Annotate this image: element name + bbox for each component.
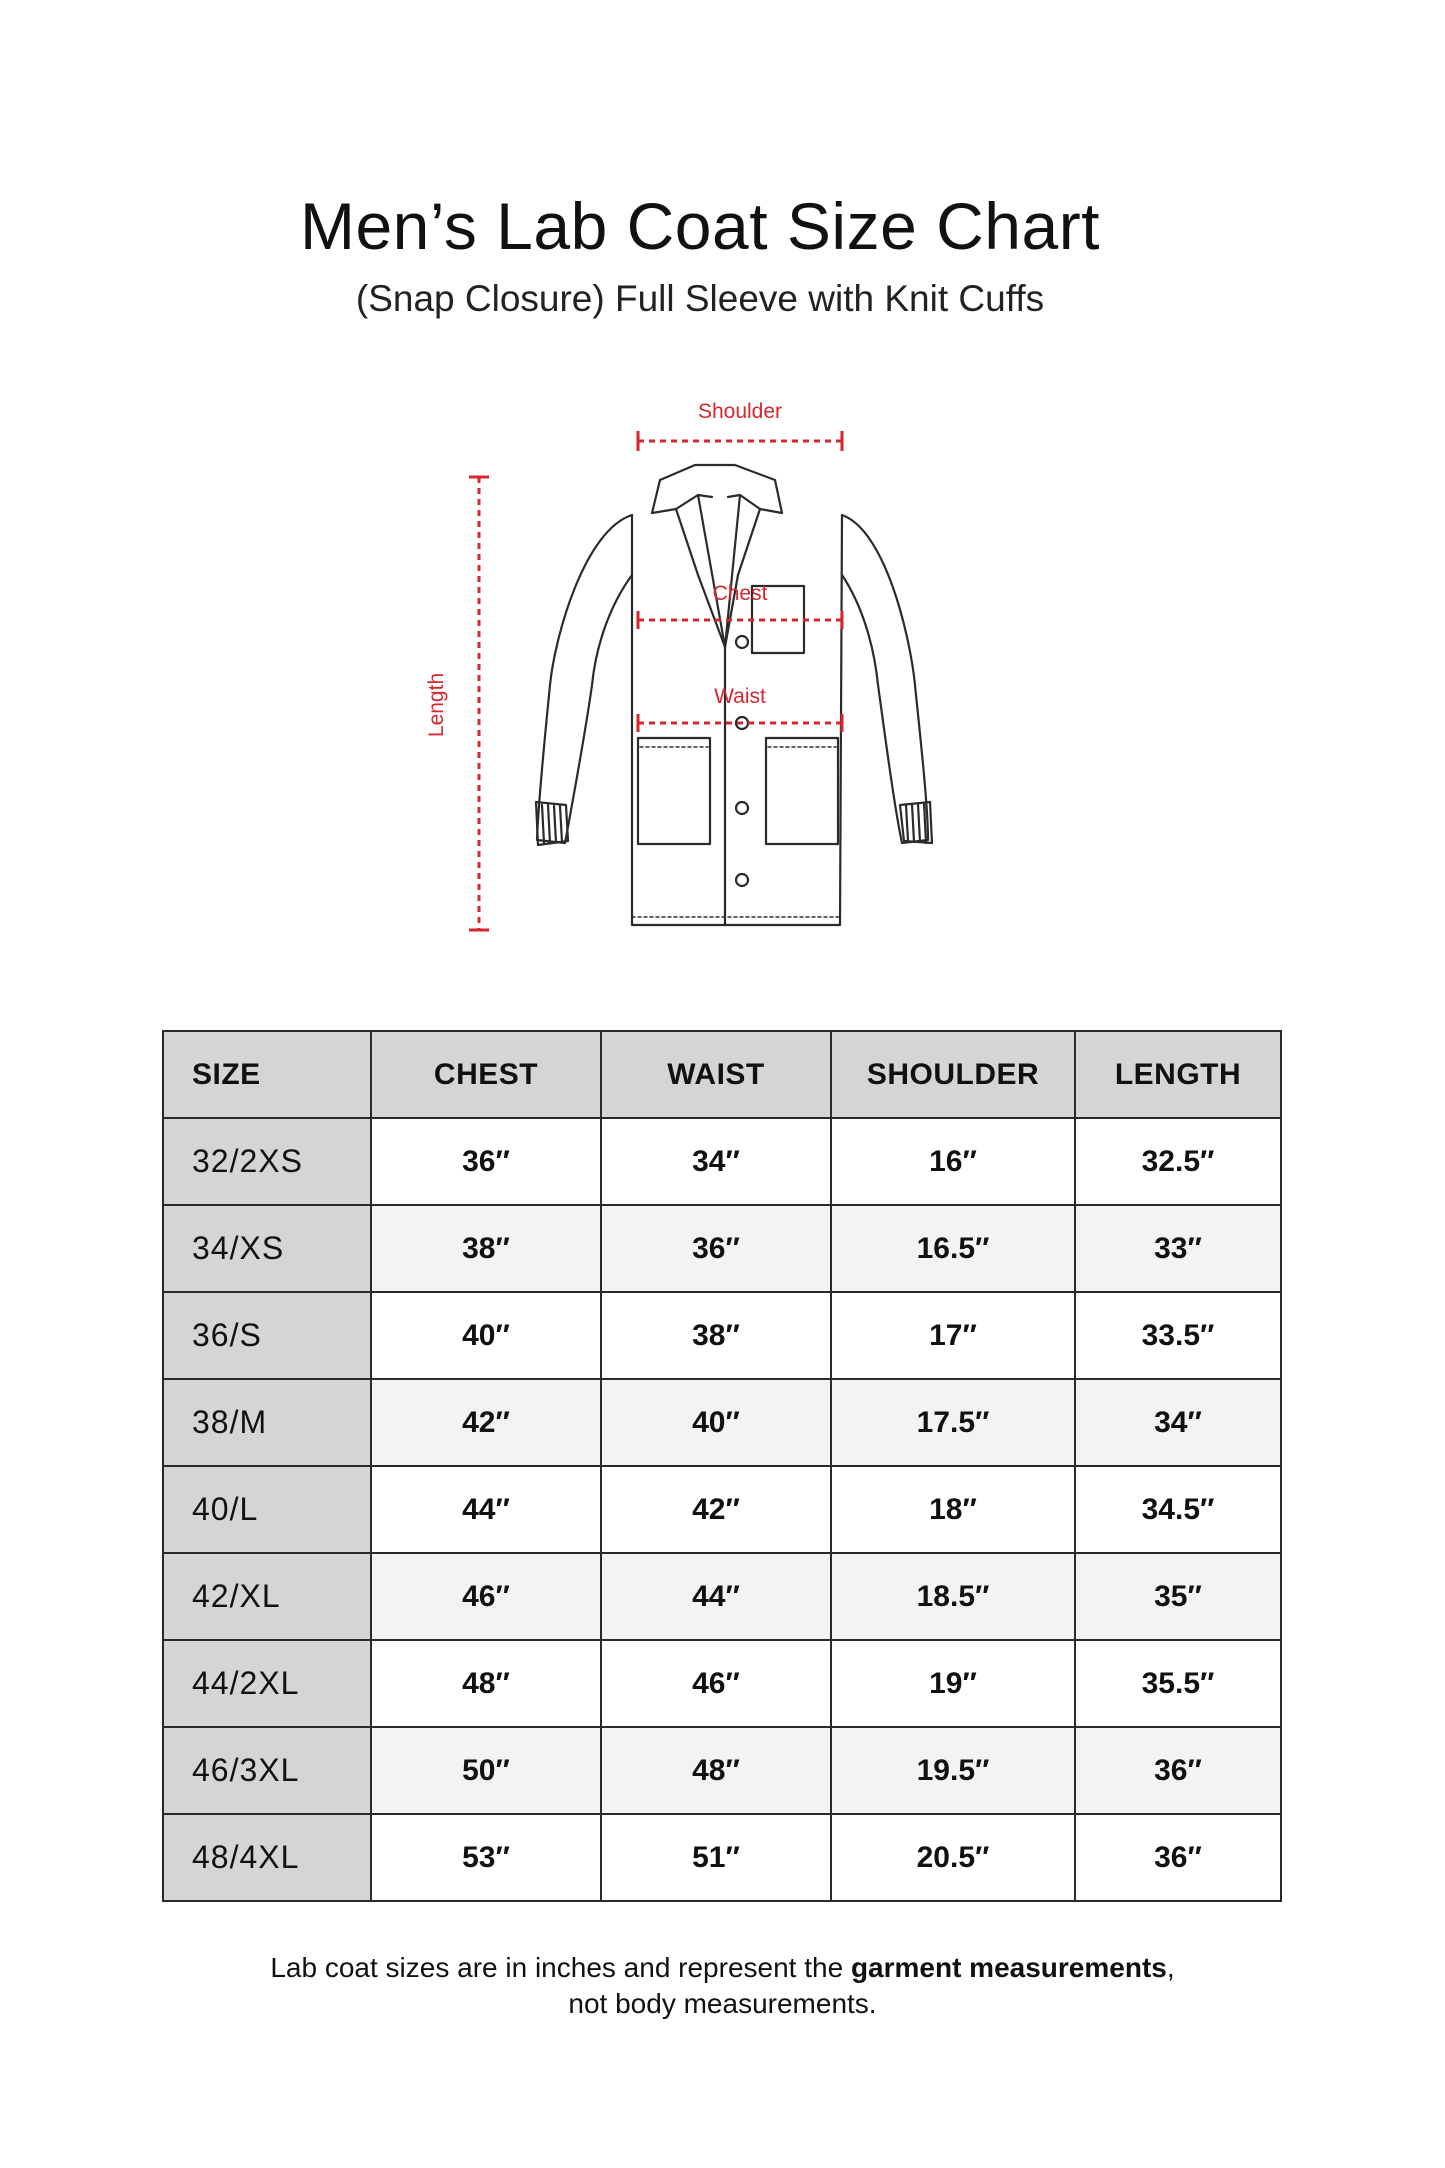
size-cell: 42/XL xyxy=(163,1553,371,1640)
size-table xyxy=(162,1030,1282,1902)
length-cell: 32.5″ xyxy=(1075,1118,1281,1205)
waist-cell: 40″ xyxy=(601,1379,831,1466)
page-subtitle: (Snap Closure) Full Sleeve with Knit Cuffs xyxy=(355,278,1045,319)
size-cell: 36/S xyxy=(163,1292,371,1379)
table-row xyxy=(163,1640,1281,1727)
shoulder-cell: 17.5″ xyxy=(831,1379,1075,1466)
waist-cell: 34″ xyxy=(601,1118,831,1205)
length-cell: 35″ xyxy=(1075,1553,1281,1640)
header-size: SIZE xyxy=(163,1031,371,1118)
left-sleeve xyxy=(537,515,632,843)
length-cell: 34.5″ xyxy=(1075,1466,1281,1553)
size-cell: 40/L xyxy=(163,1466,371,1553)
length-label: Length xyxy=(425,672,448,738)
size-cell: 32/2XS xyxy=(163,1118,371,1205)
left-cuff xyxy=(536,802,568,845)
shoulder-label: Shoulder xyxy=(697,400,783,423)
coat-collar xyxy=(660,465,775,480)
lab-coat-diagram xyxy=(380,385,1000,945)
chest-cell: 44″ xyxy=(371,1466,601,1553)
shoulder-cell: 16″ xyxy=(831,1118,1075,1205)
header-chest: CHEST xyxy=(371,1031,601,1118)
table-row xyxy=(163,1814,1281,1901)
button xyxy=(736,636,748,648)
size-cell: 34/XS xyxy=(163,1205,371,1292)
length-cell: 36″ xyxy=(1075,1727,1281,1814)
size-cell: 38/M xyxy=(163,1379,371,1466)
chest-cell: 36″ xyxy=(371,1118,601,1205)
right-lower-pocket xyxy=(766,738,838,844)
waist-cell: 46″ xyxy=(601,1640,831,1727)
footnote-text: Lab coat sizes are in inches and represent the xyxy=(270,1952,851,1983)
header-length: LENGTH xyxy=(1075,1031,1281,1118)
waist-cell: 38″ xyxy=(601,1292,831,1379)
shoulder-cell: 19″ xyxy=(831,1640,1075,1727)
length-cell: 36″ xyxy=(1075,1814,1281,1901)
table-row xyxy=(163,1379,1281,1466)
table-row xyxy=(163,1553,1281,1640)
shoulder-cell: 18″ xyxy=(831,1466,1075,1553)
waist-cell: 51″ xyxy=(601,1814,831,1901)
chest-cell: 50″ xyxy=(371,1727,601,1814)
footnote-emphasis: garment measurements xyxy=(850,1952,1167,1983)
header-shoulder: SHOULDER xyxy=(831,1031,1075,1118)
chest-label: Chest xyxy=(712,582,768,605)
table-row xyxy=(163,1118,1281,1205)
table-row xyxy=(163,1727,1281,1814)
chest-cell: 42″ xyxy=(371,1379,601,1466)
size-cell: 48/4XL xyxy=(163,1814,371,1901)
length-cell: 35.5″ xyxy=(1075,1640,1281,1727)
button xyxy=(736,874,748,886)
chest-cell: 46″ xyxy=(371,1553,601,1640)
size-cell: 46/3XL xyxy=(163,1727,371,1814)
length-cell: 33.5″ xyxy=(1075,1292,1281,1379)
left-lower-pocket xyxy=(638,738,710,844)
shoulder-cell: 18.5″ xyxy=(831,1553,1075,1640)
footnote-line2: not body measurements. xyxy=(568,1988,877,2019)
table-row xyxy=(163,1466,1281,1553)
waist-cell: 48″ xyxy=(601,1727,831,1814)
waist-label: Waist xyxy=(714,685,766,708)
chest-cell: 38″ xyxy=(371,1205,601,1292)
table-row xyxy=(163,1292,1281,1379)
shoulder-cell: 19.5″ xyxy=(831,1727,1075,1814)
length-cell: 33″ xyxy=(1075,1205,1281,1292)
waist-cell: 36″ xyxy=(601,1205,831,1292)
length-cell: 34″ xyxy=(1075,1379,1281,1466)
header-waist: WAIST xyxy=(601,1031,831,1118)
chest-cell: 48″ xyxy=(371,1640,601,1727)
waist-cell: 42″ xyxy=(601,1466,831,1553)
page-title: Men’s Lab Coat Size Chart xyxy=(299,189,1101,263)
size-cell: 44/2XL xyxy=(163,1640,371,1727)
shoulder-cell: 20.5″ xyxy=(831,1814,1075,1901)
table-header-row xyxy=(163,1031,1281,1118)
footnote xyxy=(0,1950,1445,2022)
table-row xyxy=(163,1205,1281,1292)
chest-cell: 53″ xyxy=(371,1814,601,1901)
shoulder-cell: 16.5″ xyxy=(831,1205,1075,1292)
footnote-comma: , xyxy=(1166,1952,1175,1983)
chest-cell: 40″ xyxy=(371,1292,601,1379)
right-sleeve xyxy=(842,515,928,843)
waist-cell: 44″ xyxy=(601,1553,831,1640)
shoulder-cell: 17″ xyxy=(831,1292,1075,1379)
button xyxy=(736,802,748,814)
